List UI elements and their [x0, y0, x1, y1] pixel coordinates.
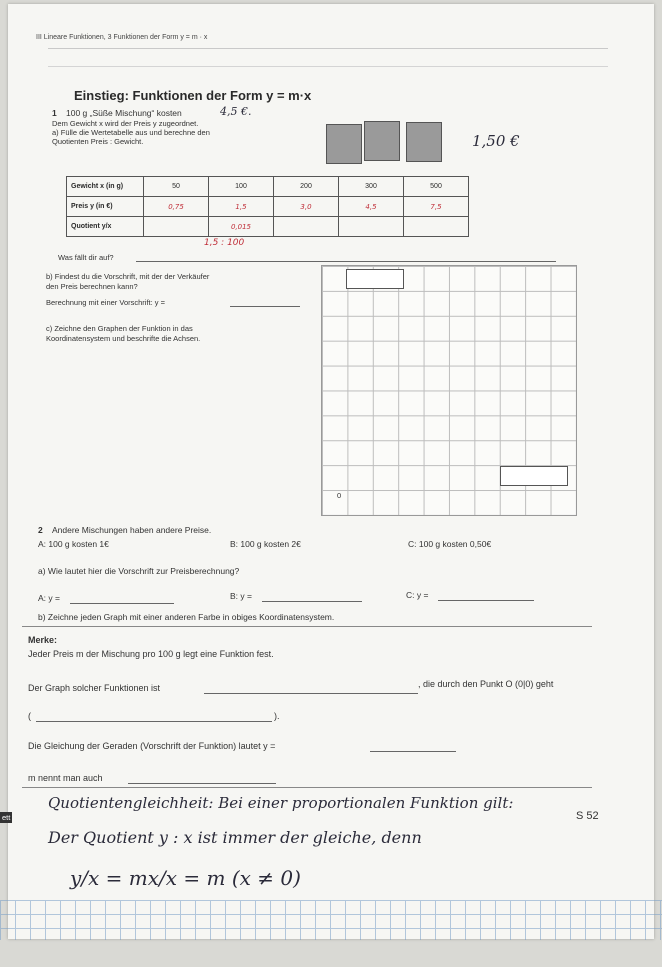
graph-paper-strip [0, 900, 662, 940]
task1-text: 100 g „Süße Mischung“ kosten [66, 108, 182, 118]
formula-c-label: C: y = [406, 590, 429, 600]
chapter-header: III Lineare Funktionen, 3 Funktionen der Form y = m · x [36, 34, 208, 41]
table-header-cell: 200 [274, 177, 339, 197]
mix-b: B: 100 g kosten 2€ [230, 539, 301, 549]
table-cell: 1,5 [209, 197, 274, 217]
page-reference: S 52 [576, 810, 599, 822]
table-row-label: Preis y (in €) [67, 197, 144, 217]
task1c-text: Koordinatensystem und beschrifte die Achsen. [46, 334, 201, 343]
task2-intro: Andere Mischungen haben andere Preise. [52, 525, 212, 535]
value-table [66, 176, 469, 237]
merke-text: Die Gleichung der Geraden (Vorschrift der Funktion) lautet y = [28, 741, 276, 751]
candy-bag-image [326, 124, 362, 164]
table-cell: 0,75 [144, 197, 209, 217]
merke-text: , die durch den Punkt O (0|0) geht [418, 679, 554, 689]
handwritten-note: Quotientengleichheit: Bei einer proportionalen Funktion gilt: [48, 794, 514, 812]
task1-text: a) Fülle die Wertetabelle aus und berechne den [52, 128, 210, 137]
answer-line [36, 721, 272, 722]
table-row [67, 217, 469, 237]
table-cell: 3,0 [274, 197, 339, 217]
answer-line [230, 306, 300, 307]
answer-line [128, 783, 276, 784]
task2b-question: b) Zeichne jeden Graph mit einer anderen Farbe in obiges Koordinatensystem. [38, 612, 335, 622]
task1-text: Quotienten Preis : Gewicht. [52, 137, 144, 146]
table-header-cell: Gewicht x (in g) [67, 177, 144, 197]
quotient-note: 1,5 : 100 [204, 238, 245, 248]
answer-line [70, 603, 174, 604]
formula-b-label: B: y = [230, 591, 252, 601]
task1b-text: Berechnung mit einer Vorschrift: y = [46, 298, 166, 307]
task-number: 1 [52, 108, 57, 118]
worksheet [8, 4, 654, 939]
answer-line [262, 601, 362, 602]
merke-text: m nennt man auch [28, 773, 103, 783]
origin-label: 0 [337, 491, 342, 500]
handwritten-price: 4,5 €. [220, 105, 252, 118]
answer-line [136, 261, 556, 262]
task-number: 2 [38, 525, 43, 535]
task2a-question: a) Wie lautet hier die Vorschrift zur Preisberechnung? [38, 566, 240, 576]
handwritten-note: Der Quotient y : x ist immer der gleiche, denn [48, 828, 422, 847]
handwritten-formula: y/x = mx/x = m (x ≠ 0) [70, 866, 301, 890]
candy-bag-image [364, 121, 400, 161]
mix-a: A: 100 g kosten 1€ [38, 539, 109, 549]
merke-text: Jeder Preis m der Mischung pro 100 g legt eine Funktion fest. [28, 649, 274, 659]
merke-box [22, 626, 592, 788]
table-row-label: Quotient y/x [67, 217, 144, 237]
table-cell: 4,5 [339, 197, 404, 217]
task1-text: Dem Gewicht x wird der Preis y zugeordnet. [52, 119, 199, 128]
task1c-text: c) Zeichne den Graphen der Funktion in das [46, 324, 193, 333]
table-cell [274, 217, 339, 237]
table-header-cell: 100 [209, 177, 274, 197]
price-tag: 1,50 € [472, 132, 520, 150]
table-cell [144, 217, 209, 237]
table-row [67, 177, 469, 197]
question-text: Was fällt dir auf? [58, 253, 114, 262]
merke-text: Der Graph solcher Funktionen ist [28, 683, 161, 693]
task1b-text: den Preis berechnen kann? [46, 282, 138, 291]
answer-line [370, 751, 456, 752]
table-row [67, 197, 469, 217]
answer-line [438, 600, 534, 601]
table-cell: 0,015 [209, 217, 274, 237]
table-cell [339, 217, 404, 237]
task1b-text: b) Findest du die Vorschrift, mit der der Verkäufer [46, 272, 210, 281]
page-title: Einstieg: Funktionen der Form y = m·x [74, 88, 312, 103]
axis-label-box[interactable] [500, 466, 568, 486]
table-cell [404, 217, 469, 237]
divider [48, 66, 608, 67]
answer-line [204, 693, 418, 694]
merke-text: ). [274, 711, 280, 721]
table-header-cell: 300 [339, 177, 404, 197]
mix-c: C: 100 g kosten 0,50€ [408, 539, 492, 549]
axis-label-box[interactable] [346, 269, 404, 289]
merke-text: ( [28, 711, 31, 721]
merke-title: Merke: [28, 635, 58, 645]
formula-a-label: A: y = [38, 593, 60, 603]
table-cell: 7,5 [404, 197, 469, 217]
divider [48, 48, 608, 49]
table-header-cell: 500 [404, 177, 469, 197]
table-header-cell: 50 [144, 177, 209, 197]
margin-text: ett [2, 813, 11, 822]
candy-bag-image [406, 122, 442, 162]
